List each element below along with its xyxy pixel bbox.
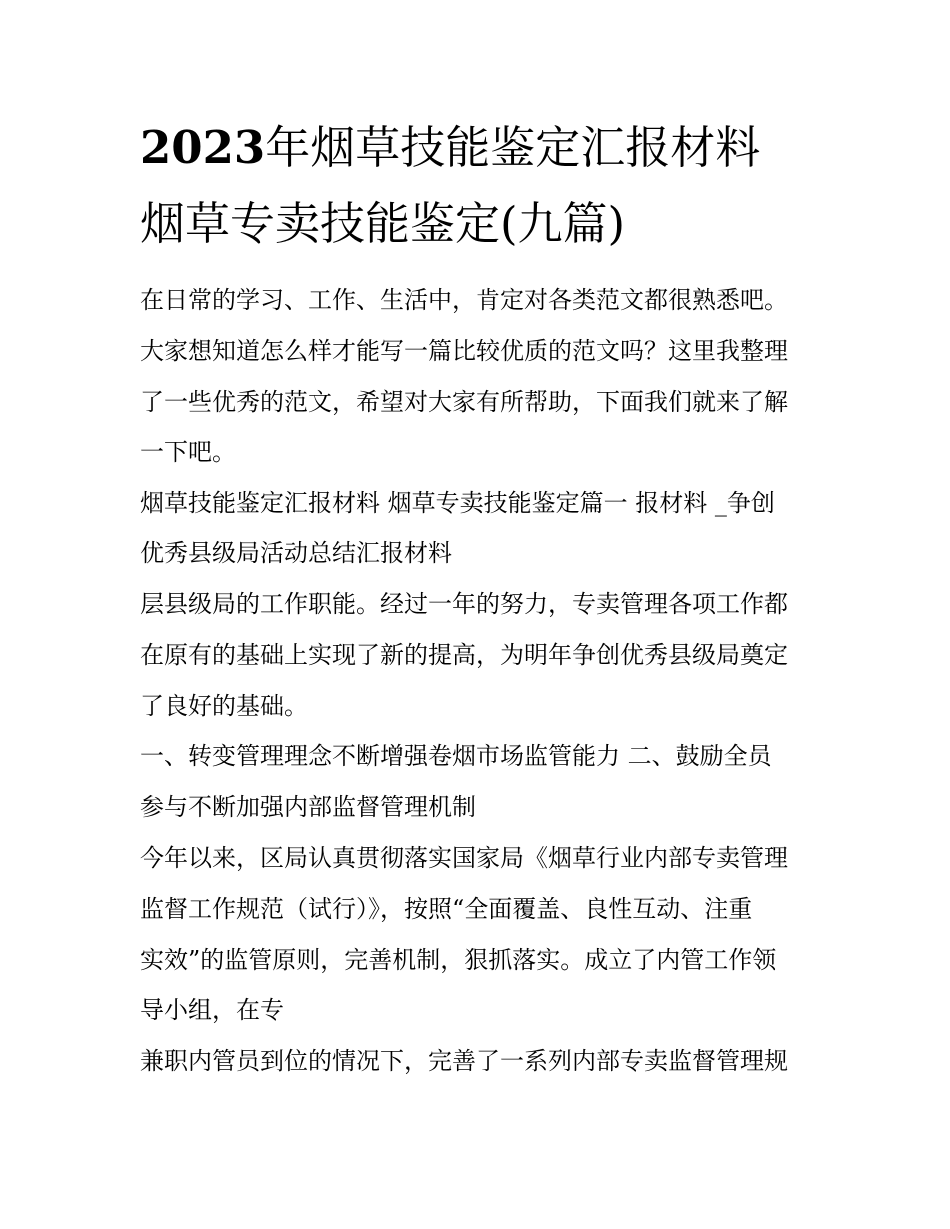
paragraph-line-10: 一、转变管理理念不断增强卷烟市场监管能力 二、鼓励全员 [140,742,772,770]
paragraph-line-6: 优秀县级局活动总结汇报材料 [140,539,452,567]
paragraph-line-2: 大家想知道怎么样才能写一篇比较优质的范文吗？这里我整理 [140,337,788,365]
paragraph-line-8: 在原有的基础上实现了新的提高，为明年争创优秀县级局奠定 [140,641,788,669]
paragraph-line-13: 监督工作规范（试行）》，按照“全面覆盖、良性互动、注重 [140,895,753,923]
paragraph-line-4: 一下吧。 [140,438,236,466]
paragraph-line-16: 兼职内管员到位的情况下，完善了一系列内部专卖监督管理规 [140,1047,788,1075]
paragraph-line-12: 今年以来，区局认真贯彻落实国家局《烟草行业内部专卖管理 [140,844,788,872]
paragraph-line-9: 了良好的基础。 [140,692,308,720]
paragraph-line-3: 了一些优秀的范文，希望对大家有所帮助，下面我们就来了解 [140,388,788,416]
document-title-line-2: 烟草专卖技能鉴定(九篇) [140,197,626,250]
title-text-1: 年烟草技能鉴定汇报材料 [265,121,761,174]
title-year: 2023 [140,121,266,174]
paragraph-line-14: 实效”的监管原则，完善机制，狠抓落实。成立了内管工作领 [140,946,777,974]
paragraph-line-1: 在日常的学习、工作、生活中，肯定对各类范文都很熟悉吧。 [140,286,788,314]
document-title-line-1 [140,118,760,178]
paragraph-line-11: 参与不断加强内部监督管理机制 [140,793,476,821]
paragraph-line-15: 导小组，在专 [140,996,284,1024]
paragraph-line-5: 烟草技能鉴定汇报材料 烟草专卖技能鉴定篇一 报材料 _争创 [140,489,775,517]
paragraph-line-7: 层县级局的工作职能。经过一年的努力，专卖管理各项工作都 [140,590,788,618]
